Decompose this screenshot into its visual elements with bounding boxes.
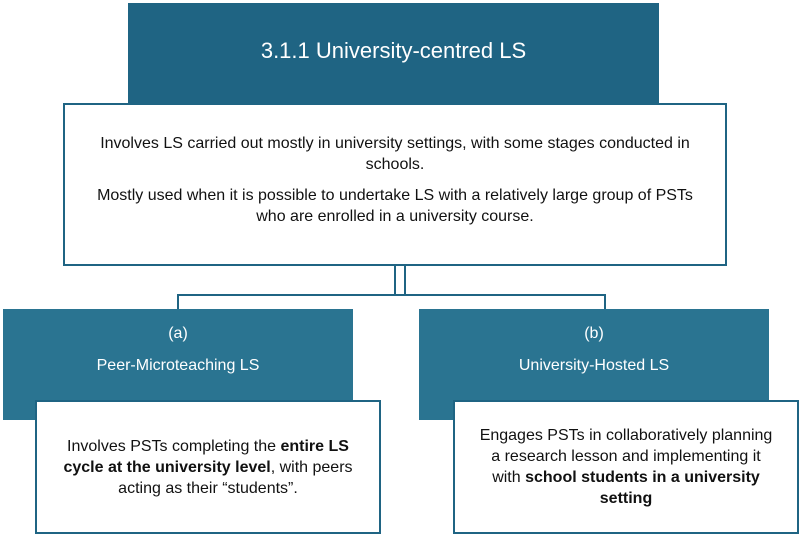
branch-b-label: University-Hosted LS: [518, 356, 670, 374]
main-description-box: [63, 103, 727, 266]
main-description-line-2: Mostly used when it is possible to undertake LS with a relatively large group of PSTs who are enrolled in a university course.: [97, 186, 693, 225]
branch-b-desc-pre: Engages PSTs in collaboratively planning a research lesson and implementing it with: [479, 427, 773, 486]
connector-horizontal: [177, 294, 606, 296]
diagram-title: 3.1.1 University-centred LS: [260, 37, 527, 63]
branch-b-description-box: [453, 400, 799, 534]
branch-a-description-box: [35, 400, 381, 534]
branch-b-letter: (b): [584, 324, 604, 342]
branch-a-desc-bold: entire LS cycle at the university level: [63, 437, 349, 476]
branch-a-label: Peer-Microteaching LS: [96, 356, 260, 374]
connector-vertical-right: [404, 266, 406, 295]
branch-a-desc-post: , with peers acting as their “students”.: [118, 458, 353, 497]
connector-drop-right: [604, 294, 606, 310]
branch-a-letter: (a): [168, 324, 188, 342]
branch-b-description: [475, 425, 777, 509]
branch-b-desc-bold: school students in a university setting: [525, 469, 760, 507]
title-box: [128, 3, 659, 104]
branch-a-description: [59, 436, 357, 499]
main-description-line-1: Involves LS carried out mostly in university settings, with some stages conducted in schools.: [100, 134, 690, 173]
branch-a-desc-pre: Involves PSTs completing the: [67, 437, 281, 455]
connector-drop-left: [177, 294, 179, 310]
connector-vertical-left: [394, 266, 396, 295]
